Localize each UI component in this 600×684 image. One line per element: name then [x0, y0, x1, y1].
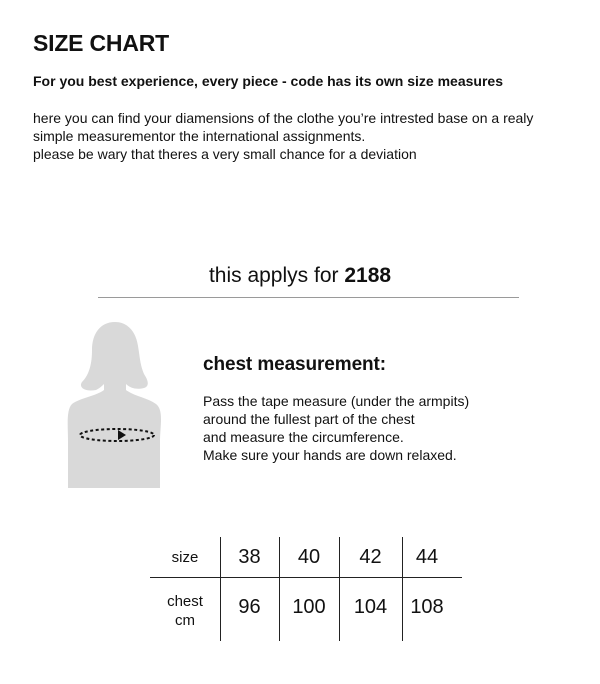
instruction-line: Pass the tape measure (under the armpits) [203, 393, 470, 409]
divider [98, 297, 519, 298]
instruction-line: around the fullest part of the chest [203, 411, 415, 427]
measurement-instructions [203, 392, 543, 464]
instruction-line: and measure the circumference. [203, 429, 404, 445]
intro-text [33, 109, 583, 163]
applies-prefix: this applys for [208, 264, 345, 287]
intro-line: here you can find your diamensions of the clothe you’re intrested base on a realy [33, 110, 534, 126]
intro-line: simple measurementor the international assignments. [33, 128, 366, 144]
row-label-size: size [171, 548, 199, 566]
page-subtitle: For you best experience, every piece - code has its own size measures [33, 73, 503, 89]
row-label-chest-line2: cm [175, 612, 195, 629]
product-code: 2188 [344, 264, 392, 287]
size-cell: 38 [238, 545, 261, 568]
chest-cell: 100 [292, 595, 326, 618]
page-title: SIZE CHART [33, 30, 170, 56]
mannequin-figure-icon [60, 316, 170, 494]
instruction-line: Make sure your hands are down relaxed. [203, 447, 457, 463]
chest-cell: 108 [410, 595, 444, 618]
size-cell: 40 [297, 545, 321, 568]
size-cell: 44 [415, 545, 439, 568]
mannequin-silhouette [68, 322, 161, 488]
row-label-chest [150, 587, 220, 635]
table-row-divider [150, 577, 462, 578]
row-label-chest-line1: chest [167, 593, 203, 610]
size-cell: 42 [359, 545, 382, 568]
size-table [150, 537, 462, 641]
applies-heading [0, 264, 600, 288]
chest-cell: 96 [238, 595, 261, 618]
measurement-title: chest measurement: [203, 354, 386, 375]
chest-cell: 104 [353, 595, 388, 618]
intro-line: please be wary that theres a very small chance for a deviation [33, 146, 417, 162]
